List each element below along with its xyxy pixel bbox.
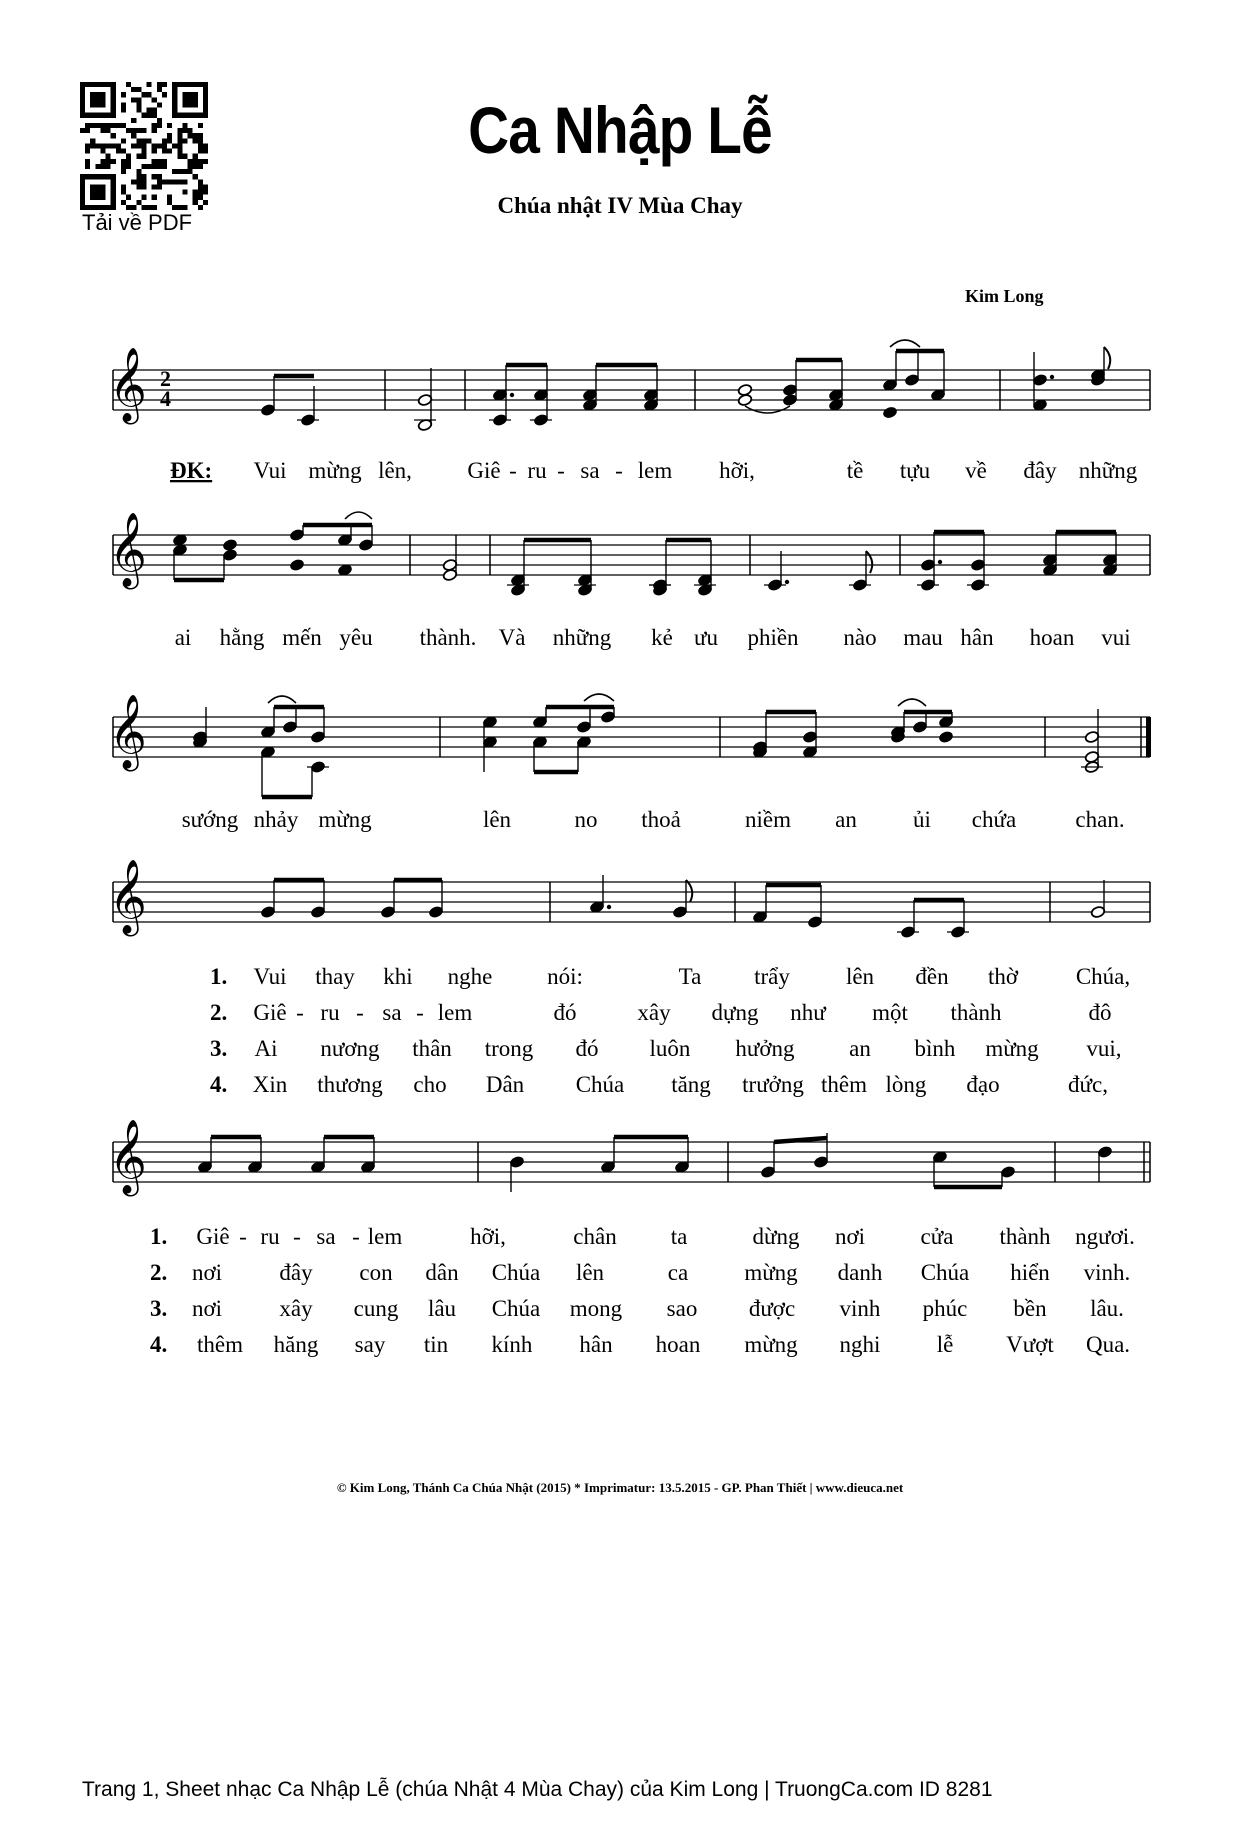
lyric-syllable: trong [484, 1036, 534, 1061]
lyric-syllable: sa [580, 458, 600, 483]
lyric-syllable: vinh [839, 1296, 881, 1321]
lyric-syllable: mong [569, 1296, 623, 1321]
lyric-syllable: xây [637, 1000, 671, 1025]
lyric-syllable: Chúa [491, 1296, 541, 1321]
lyric-syllable: sướng [181, 807, 239, 832]
lyric-syllable: mừng [744, 1260, 798, 1285]
lyric-syllable: mừng [308, 458, 362, 483]
lyric-syllable: tề [846, 458, 864, 483]
lyric-syllable: - [352, 1224, 360, 1249]
lyric-syllable: những [1078, 458, 1138, 483]
verse-number: 1. [210, 964, 228, 989]
lyric-syllable: Dân [485, 1072, 525, 1097]
lyric-syllable: Vui [253, 964, 287, 989]
lyrics [150, 458, 1138, 1357]
lyric-syllable: hoan [655, 1332, 701, 1357]
lyric-syllable: thoả [641, 807, 681, 832]
lyric-syllable: thân [412, 1036, 452, 1061]
lyric-syllable: Chúa, [1075, 964, 1131, 989]
lyric-syllable: ai [174, 625, 192, 650]
lyric-syllable: nhảy [253, 807, 299, 832]
slur [890, 340, 920, 347]
dot [1050, 375, 1054, 379]
lyric-syllable: chan. [1075, 807, 1125, 832]
lyric-syllable: sa [382, 1000, 402, 1025]
lyric-syllable: ưu [694, 625, 718, 650]
lyric-syllable: nói: [547, 964, 583, 989]
lyric-syllable: hiển [1010, 1260, 1050, 1285]
lyric-syllable: con [359, 1260, 393, 1285]
lyric-syllable: say [354, 1332, 386, 1357]
lyric-syllable: trẩy [754, 964, 790, 989]
lyric-syllable: thành. [419, 625, 477, 650]
lyric-syllable: cửa [920, 1224, 954, 1249]
lyric-syllable: mến [282, 625, 322, 650]
verse-number: 2. [210, 1000, 228, 1025]
page-info: Trang 1, Sheet nhạc Ca Nhập Lễ (chúa Nhật 4 Mùa Chay) của Kim Long | TruongCa.com ID 8281 [82, 1778, 993, 1801]
lyric-syllable: chân [573, 1224, 617, 1249]
lyric-syllable: ta [670, 1224, 688, 1249]
dot [785, 580, 789, 584]
lyric-syllable: tăng [671, 1072, 711, 1097]
lyric-syllable: - [557, 458, 565, 483]
lyric-syllable: đền [915, 964, 949, 989]
time-signature-top: 2 [160, 366, 171, 391]
lyric-syllable: thành [999, 1224, 1051, 1249]
lyric-syllable: bình [914, 1036, 956, 1061]
lyric-syllable: Ai [254, 1036, 278, 1061]
final-bar-line [1146, 717, 1151, 757]
lyric-syllable: lên [845, 964, 875, 989]
lyric-syllable: kính [491, 1332, 533, 1357]
note-head [938, 730, 953, 743]
lyric-syllable: dừng [752, 1224, 800, 1249]
lyric-syllable: đạo [966, 1072, 1000, 1097]
lyric-syllable: lên, [378, 458, 412, 483]
lyric-syllable: ru [260, 1224, 280, 1249]
lyric-syllable: Giê [253, 1000, 287, 1025]
lyric-syllable: lem [367, 1224, 403, 1249]
lyric-syllable: đây [1023, 458, 1057, 483]
copyright-footer: © Kim Long, Thánh Ca Chúa Nhật (2015) * Imprimatur: 13.5.2015 - GP. Phan Thiết | www.dieuca.net [336, 1480, 904, 1495]
lyric-syllable: hoan [1029, 625, 1075, 650]
note-head [737, 393, 752, 406]
lyric-syllable: thêm [821, 1072, 867, 1097]
lyric-syllable: danh [837, 1260, 883, 1285]
lyric-syllable: lên [575, 1260, 605, 1285]
lyric-syllable: Vượt [1006, 1332, 1054, 1357]
lyric-syllable: lên [482, 807, 512, 832]
lyric-syllable: thêm [197, 1332, 243, 1357]
time-signature-bottom: 4 [160, 386, 171, 411]
lyric-syllable: mừng [744, 1332, 798, 1357]
lyric-syllable: an [849, 1036, 871, 1061]
verse-number: 4. [210, 1072, 228, 1097]
lyric-syllable: Giê [467, 458, 501, 483]
lyric-syllable: luôn [649, 1036, 691, 1061]
lyric-syllable: mau [903, 625, 943, 650]
lyric-syllable: vui [1101, 625, 1131, 650]
lyric-syllable: bền [1013, 1296, 1047, 1321]
lyric-syllable: ca [667, 1260, 689, 1285]
lyric-syllable: đó [553, 1000, 577, 1025]
lyric-syllable: Chúa [491, 1260, 541, 1285]
lyric-syllable: xây [279, 1296, 313, 1321]
lyric-syllable: ngươi. [1075, 1224, 1135, 1249]
flag [686, 880, 692, 902]
lyric-syllable: Chúa [920, 1260, 970, 1285]
lyric-syllable: một [872, 1000, 908, 1025]
treble-clef-icon: 𝄞 [109, 860, 147, 934]
lyric-syllable: ru [527, 458, 547, 483]
lyric-syllable: vinh. [1083, 1260, 1131, 1285]
lyric-syllable: hân [960, 625, 994, 650]
lyric-syllable: hân [579, 1332, 613, 1357]
lyric-syllable: tựu [899, 458, 931, 483]
slur [898, 699, 926, 706]
lyric-syllable: phúc [922, 1296, 968, 1321]
lyric-syllable: - [239, 1224, 247, 1249]
note-head [882, 406, 897, 419]
lyric-syllable: thay [315, 964, 355, 989]
lyric-syllable: khi [383, 964, 413, 989]
lyric-syllable: lễ [936, 1332, 954, 1357]
lyric-syllable: những [552, 625, 612, 650]
lyric-syllable: về [965, 458, 987, 483]
slur [345, 512, 372, 519]
lyric-syllable: dân [425, 1260, 459, 1285]
lyric-syllable: nghi [839, 1332, 881, 1357]
lyric-syllable: lâu [427, 1296, 457, 1321]
verse-number: 4. [150, 1332, 168, 1357]
lyric-syllable: lâu. [1090, 1296, 1124, 1321]
lyric-syllable: - [356, 1000, 364, 1025]
lyric-syllable: đức, [1068, 1072, 1108, 1097]
lyric-syllable: no [574, 807, 598, 832]
lyric-syllable: thương [317, 1072, 383, 1097]
verse-number: 1. [150, 1224, 168, 1249]
lyric-syllable: - [615, 458, 623, 483]
treble-clef-icon: 𝄞 [109, 348, 147, 422]
lyric-syllable: hăng [273, 1332, 319, 1357]
lyric-syllable: nơi [191, 1260, 223, 1285]
lyric-syllable: hưởng [735, 1036, 795, 1061]
lyric-syllable: sa [316, 1224, 336, 1249]
verse-number: 3. [150, 1296, 168, 1321]
lyric-syllable: Qua. [1085, 1332, 1131, 1357]
lyric-syllable: Vui [253, 458, 287, 483]
lyric-syllable: nơi [834, 1224, 866, 1249]
lyric-syllable: Giê [196, 1224, 230, 1249]
treble-clef-icon: 𝄞 [109, 1120, 147, 1194]
lyric-syllable: nơi [191, 1296, 223, 1321]
lyric-syllable: lem [637, 458, 673, 483]
lyric-syllable: - [296, 1000, 304, 1025]
lyric-syllable: cho [413, 1072, 447, 1097]
lyric-syllable: - [416, 1000, 424, 1025]
lyric-syllable: trưởng [742, 1072, 804, 1097]
lyric-syllable: thành [950, 1000, 1002, 1025]
lyric-syllable: tin [423, 1332, 449, 1357]
lyric-syllable: - [509, 458, 517, 483]
lyric-syllable: lem [437, 1000, 473, 1025]
lyric-syllable: phiền [747, 625, 799, 650]
lyric-syllable: cung [353, 1296, 399, 1321]
lyric-syllable: đây [279, 1260, 313, 1285]
note-head [222, 538, 237, 551]
composer-name: Kim Long [965, 286, 1044, 306]
dot [510, 393, 514, 397]
lyric-syllable: chứa [971, 807, 1017, 832]
lyric-syllable: kẻ [651, 625, 673, 650]
lyric-syllable: ủi [913, 807, 931, 832]
song-subtitle: Chúa nhật IV Mùa Chay [497, 193, 743, 218]
lyric-syllable: được [748, 1296, 796, 1321]
lyric-syllable: hỡi, [470, 1224, 506, 1249]
lyric-syllable: hằng [219, 625, 265, 650]
lyric-syllable: an [835, 807, 857, 832]
note-head [289, 558, 304, 571]
lyric-syllable: sao [666, 1296, 698, 1321]
lyric-syllable: yêu [339, 625, 373, 650]
slur [268, 696, 296, 703]
lyric-syllable: hỡi, [719, 458, 755, 483]
lyric-syllable: thờ [987, 964, 1019, 989]
flag [1104, 347, 1110, 369]
lyric-syllable: mừng [318, 807, 372, 832]
lyric-syllable: nương [320, 1036, 380, 1061]
treble-clef-icon: 𝄞 [109, 695, 147, 769]
slur [584, 694, 614, 701]
lyric-syllable: nghe [447, 964, 493, 989]
verse-number: 3. [210, 1036, 228, 1061]
lyric-syllable: như [790, 1000, 826, 1025]
lyric-syllable: đô [1088, 1000, 1112, 1025]
song-title: Ca Nhập Lễ [468, 93, 772, 167]
treble-clef-icon: 𝄞 [109, 513, 147, 587]
refrain-label: ĐK: [170, 458, 213, 483]
lyric-syllable: Xin [252, 1072, 288, 1097]
dot [607, 905, 611, 909]
lyric-syllable: Chúa [575, 1072, 625, 1097]
verse-number: 2. [150, 1260, 168, 1285]
lyric-syllable: vui, [1086, 1036, 1122, 1061]
lyric-syllable: - [293, 1224, 301, 1249]
flag [866, 551, 872, 573]
lyric-syllable: dựng [711, 1000, 759, 1025]
lyric-syllable: lòng [885, 1072, 927, 1097]
lyric-syllable: niềm [745, 807, 791, 832]
lyric-syllable: đó [575, 1036, 599, 1061]
lyric-syllable: mừng [985, 1036, 1039, 1061]
download-pdf-label[interactable]: Tải về PDF [82, 210, 193, 235]
lyric-syllable: Ta [678, 964, 702, 989]
lyric-syllable: nào [843, 625, 877, 650]
dot [938, 560, 942, 564]
lyric-syllable: ru [320, 1000, 340, 1025]
lyric-syllable: Và [498, 625, 526, 650]
